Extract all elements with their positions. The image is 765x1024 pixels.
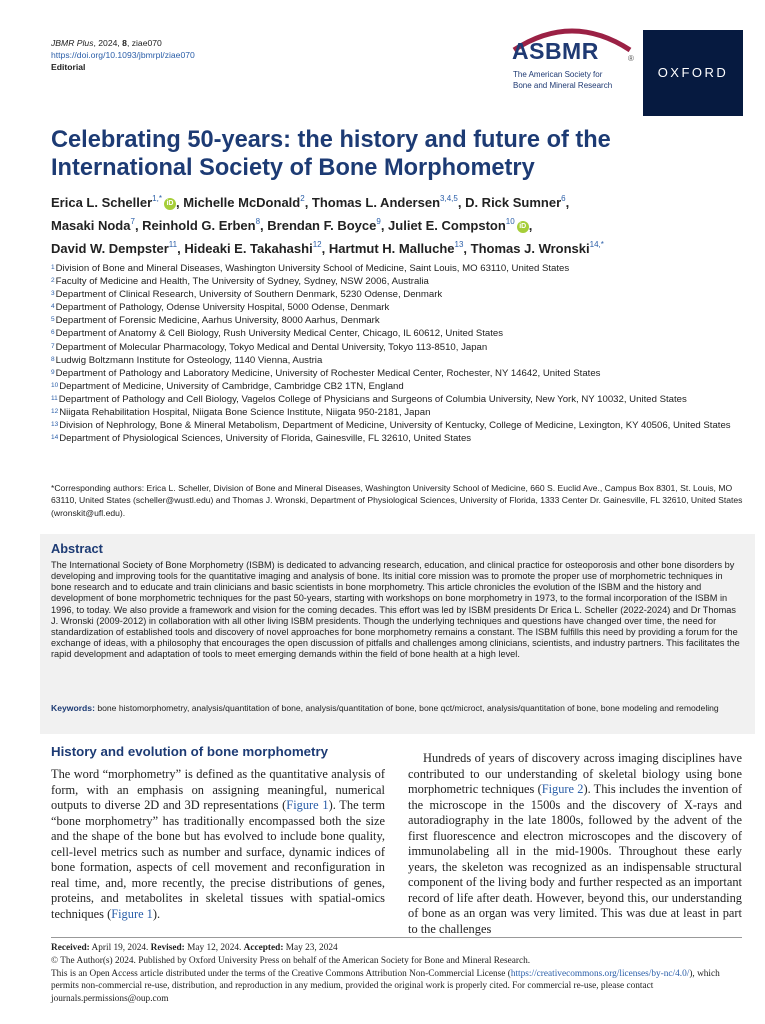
accepted-label: Accepted: xyxy=(243,943,284,953)
author-separator: , xyxy=(321,241,329,256)
body-text: ). The term “bone morphometry” has traditionally encompassed both the size and the shape of the bone but has evolved to include bone quality, cell-level metrics such as number and surface, dynamic indices of bone formation, aspects of cell movement and reconfiguration in real time, and, more recently, the precise distributions of genes, proteins, and metabolites in skeletal tissues with spatial-omics techniques ( xyxy=(51,798,385,921)
license xyxy=(51,968,745,1006)
affiliation-text: Niigata Rehabilitation Hospital, Niigata Bone Science Institute, Niigata 950-2181, Japan xyxy=(59,407,431,419)
affiliation-item xyxy=(51,406,731,419)
revised-label: Revised: xyxy=(150,943,185,953)
author-separator: , xyxy=(177,241,185,256)
figure-link[interactable]: Figure 2 xyxy=(541,782,584,796)
affiliation-item xyxy=(51,419,731,432)
asbmr-logo[interactable] xyxy=(502,18,640,98)
affiliation-text: Department of Forensic Medicine, Aarhus University, 8000 Aarhus, Denmark xyxy=(55,315,380,327)
author-name[interactable]: Juliet E. Compston xyxy=(388,218,506,233)
section-heading: History and evolution of bone morphometry xyxy=(51,744,329,759)
author-separator: , xyxy=(380,218,389,233)
author-affiliation-ref[interactable]: 8 xyxy=(255,217,261,226)
author-affiliation-ref[interactable]: 3,4,5 xyxy=(440,194,458,203)
abstract-text: The International Society of Bone Morphometry (ISBM) is dedicated to advancing research, education, and clinical practice for osteoporosis and other bone disorders by developing and improving tools for the quantitative imaging and analysis of bone. Its initial core mission was to promote the proper use of morphometric techniques in bone research and to educate and train clinicians and basic scientists in bone morphometry. This article chronicles the evolution of the ISBM and the history and development of bone morphometric techniques for the past 50-years, starting with workshops on bone morphometry in 1973, to the formal incorporation of the ISBM in 1996, to today. We also provide a framework and vision for the coming decades. This effort was led by ISBM presidents Dr Erica L. Scheller (2022-2024) and Dr Thomas J. Wronski (2009-2012) in collaboration with all other living ISBM presidents. Though the underlying techniques and questions have changed over time, the need for standardization of established tools and discovery of novel approaches for bone morphometry remains a constant. The ISBM fulfills this need by providing a forum for the exchange of ideas, with a philosophy that encourages the open discussion of pitfalls and challenges among clinicians, scientists, and industry partners. This facilitates the rapid development and adaptation of tools to meet emerging demands within the field of bone health at a high level. xyxy=(51,560,740,660)
author-affiliation-ref[interactable]: 7 xyxy=(130,217,135,226)
journal-name: JBMR Plus xyxy=(51,38,94,48)
author-separator: , xyxy=(175,195,184,210)
author-name[interactable]: Thomas L. Andersen xyxy=(311,195,441,210)
affiliation-item xyxy=(51,341,731,354)
oxford-wordmark: OXFORD xyxy=(657,65,729,80)
license-text-2: ), which permits non-commercial re-use, distribution, and reproduction in any medium, provided the original work is properly cited. For commercial re-use, please contact journals.permissions@oup.com xyxy=(51,968,720,1005)
author-affiliation-ref[interactable]: 11 xyxy=(168,240,178,249)
keywords-text: bone histomorphometry, analysis/quantitation of bone, analysis/quantitation of bone, bone qct/microct, analysis/quantitation of bone, bone modeling and remodeling xyxy=(97,703,719,713)
author-name[interactable]: Reinhold G. Erben xyxy=(142,218,256,233)
author-name[interactable]: D. Rick Sumner xyxy=(465,195,562,210)
author-affiliation-ref[interactable]: 6 xyxy=(561,194,566,203)
affiliation-text: Department of Molecular Pharmacology, Tokyo Medical and Dental University, Tokyo 113-8510, Japan xyxy=(55,341,488,353)
author-name[interactable]: David W. Dempster xyxy=(51,241,169,256)
affiliation-number: 2 xyxy=(51,277,55,285)
affiliation-number: 9 xyxy=(51,368,55,376)
author-name[interactable]: Masaki Noda xyxy=(51,218,131,233)
affiliation-text: Division of Nephrology, Bone & Mineral Metabolism, Department of Medicine, University of Kentucky, College of Medicine, Lexington, KY 40506, United States xyxy=(59,420,731,432)
affiliation-number: 11 xyxy=(51,394,58,402)
author-line xyxy=(51,191,751,214)
title-line-2: International Society of Bone Morphometry xyxy=(51,155,535,181)
author-separator: , xyxy=(260,218,268,233)
affiliation-number: 10 xyxy=(51,381,59,389)
affiliation-item xyxy=(51,327,731,340)
author-affiliation-ref[interactable]: 12 xyxy=(312,240,322,249)
license-link[interactable]: https://creativecommons.org/licenses/by-nc/4.0/ xyxy=(510,968,690,979)
author-affiliation-ref[interactable]: 9 xyxy=(376,217,381,226)
author-separator: , xyxy=(528,218,533,233)
affiliation-text: Department of Pathology, Odense University Hospital, 5000 Odense, Denmark xyxy=(55,302,390,314)
author-affiliation-ref[interactable]: 14,* xyxy=(589,240,604,249)
author-name[interactable]: Hartmut H. Malluche xyxy=(328,241,455,256)
copyright: © The Author(s) 2024. Published by Oxford University Press on behalf of the American Society for Bone and Mineral Research. xyxy=(51,955,531,966)
article-dates xyxy=(51,942,745,955)
orcid-icon[interactable]: iD xyxy=(517,221,529,233)
author-name[interactable]: Erica L. Scheller xyxy=(51,195,153,210)
figure-link[interactable]: Figure 1 xyxy=(286,798,329,812)
received-date: April 19, 2024. xyxy=(91,943,149,953)
author-affiliation-ref[interactable]: 2 xyxy=(300,194,305,203)
affiliation-item xyxy=(51,380,731,393)
affiliation-text: Department of Medicine, University of Cambridge, Cambridge CB2 1TN, England xyxy=(59,380,404,392)
asbmr-tagline-2: Bone and Mineral Research xyxy=(513,81,613,90)
author-separator: , xyxy=(463,241,471,256)
correspondence-note: *Corresponding authors: Erica L. Scheller, Division of Bone and Mineral Diseases, Washington University School of Medicine, 660 S. Euclid Ave., Campus Box 8301, St. Louis, MO 63110, United States (scheller@wustl.edu) and Thomas J. Wronski, Department of Physiological Sciences, University of Florida, 1333 Center Dr. Gainesville, FL 32610, United States (wronskit@ufl.edu). xyxy=(51,483,743,518)
received-label: Received: xyxy=(51,943,90,953)
affiliation-number: 7 xyxy=(51,342,55,350)
journal-year: , 2024, xyxy=(93,38,123,48)
affiliation-item xyxy=(51,301,731,314)
author-affiliation-ref[interactable]: 13 xyxy=(454,240,464,249)
figure-link[interactable]: Figure 1 xyxy=(111,906,153,921)
author-name[interactable]: Thomas J. Wronski xyxy=(470,241,590,256)
affiliation-text: Department of Pathology and Cell Biology, Vagelos College of Physicians and Surgeons of Columbia University, New York, NY 10032, United States xyxy=(58,393,687,405)
body-text: Hundreds of years of discovery across imaging disciplines have contributed to our understanding of skeletal biology using bone morphometric techniques ( xyxy=(408,751,742,796)
affiliation-text: Department of Clinical Research, University of Southern Denmark, 5230 Odense, Denmark xyxy=(55,289,443,301)
affiliation-text: Division of Bone and Mineral Diseases, Washington University School of Medicine, Saint Louis, MO 63110, United States xyxy=(55,263,570,274)
keywords-label: Keywords: xyxy=(51,703,95,713)
affiliation-item xyxy=(51,367,731,380)
affiliation-number: 12 xyxy=(51,408,59,416)
affiliation-text: Ludwig Boltzmann Institute for Osteology, 1140 Vienna, Austria xyxy=(55,354,323,366)
author-list xyxy=(51,191,751,260)
article-title xyxy=(51,126,731,182)
affiliation-item xyxy=(51,314,731,327)
author-line xyxy=(51,237,751,260)
author-line xyxy=(51,214,751,237)
body-text: ). xyxy=(152,906,161,921)
registered-mark: ® xyxy=(628,54,634,63)
affiliation-number: 1 xyxy=(51,264,55,271)
license-text-1: This is an Open Access article distributed under the terms of the Creative Commons Attribution Non-Commercial License ( xyxy=(51,968,511,979)
author-separator: , xyxy=(565,195,570,210)
body-text: ). This includes the invention of the microscope in the 1500s and the discovery of X-rays and autoradiography in the late 1800s, followed by the advent of the first fluorescence and electron microscopes and the discovery of immunolabeling all in the mid-1900s. Throughout these early years, the skeleton was recognized as an indispensable structural component of the living body and further respected as an important record of life after death. However, beyond this, our understanding of bone as an organ was very limited. This was due at least in part to the challenges xyxy=(408,782,742,936)
abstract-heading: Abstract xyxy=(51,541,103,556)
author-separator: , xyxy=(134,218,143,233)
journal-citation xyxy=(51,37,195,49)
accepted-date: May 23, 2024 xyxy=(285,943,338,953)
asbmr-wordmark: ASBMR xyxy=(512,38,599,64)
affiliation-number: 3 xyxy=(51,290,55,298)
revised-date: May 12, 2024. xyxy=(187,943,242,953)
asbmr-tagline-1: The American Society for xyxy=(513,70,603,79)
article-section: Editorial xyxy=(51,62,86,72)
journal-volume: 8 xyxy=(122,38,127,48)
affiliation-item xyxy=(51,393,731,406)
affiliations-list xyxy=(51,262,731,445)
author-separator: , xyxy=(304,195,312,210)
author-affiliation-ref[interactable]: 10 xyxy=(505,217,515,226)
author-affiliation-ref[interactable]: 1,* xyxy=(152,194,162,203)
body-text: The word “morphometry” is defined as the quantitative analysis of form, with an emphasis on assigning meaningful, numerical outputs to diverse 2D and 3D representations ( xyxy=(51,767,385,812)
affiliation-item xyxy=(51,288,731,301)
affiliation-number: 4 xyxy=(51,303,55,311)
affiliation-item xyxy=(51,432,731,445)
body-right-column xyxy=(408,751,742,937)
body-left-column xyxy=(51,767,385,922)
author-name[interactable]: Michelle McDonald xyxy=(183,195,301,210)
affiliation-number: 14 xyxy=(51,434,59,442)
author-separator: , xyxy=(457,195,466,210)
keywords xyxy=(51,702,744,714)
affiliation-number: 5 xyxy=(51,316,55,324)
doi-link[interactable]: https://doi.org/10.1093/jbmrpl/ziae070 xyxy=(51,50,195,60)
affiliation-text: Department of Anatomy & Cell Biology, Rush University Medical Center, Chicago, IL 60612, United States xyxy=(55,328,504,340)
affiliation-item xyxy=(51,275,731,288)
article-number: , ziae070 xyxy=(126,38,162,48)
affiliation-item xyxy=(51,354,731,367)
author-name[interactable]: Hideaki E. Takahashi xyxy=(184,241,313,256)
article-footer xyxy=(51,942,745,1006)
orcid-icon[interactable]: iD xyxy=(164,198,176,210)
affiliation-number: 6 xyxy=(51,329,55,337)
affiliation-number: 8 xyxy=(51,355,55,363)
affiliation-number: 13 xyxy=(51,421,59,429)
affiliation-item xyxy=(51,262,731,275)
title-line-1: Celebrating 50-years: the history and future of the xyxy=(51,127,611,153)
author-name[interactable]: Brendan F. Boyce xyxy=(267,218,377,233)
footer-divider xyxy=(51,937,742,938)
affiliation-text: Department of Physiological Sciences, University of Florida, Gainesville, FL 32610, United States xyxy=(59,433,472,445)
oxford-logo[interactable] xyxy=(643,30,743,116)
affiliation-text: Faculty of Medicine and Health, The University of Sydney, Sydney, NSW 2006, Australia xyxy=(55,276,429,288)
affiliation-text: Department of Pathology and Laboratory Medicine, University of Rochester Medical Center, Rochester, NY 14642, United States xyxy=(55,367,601,379)
journal-citation-block xyxy=(51,37,195,73)
